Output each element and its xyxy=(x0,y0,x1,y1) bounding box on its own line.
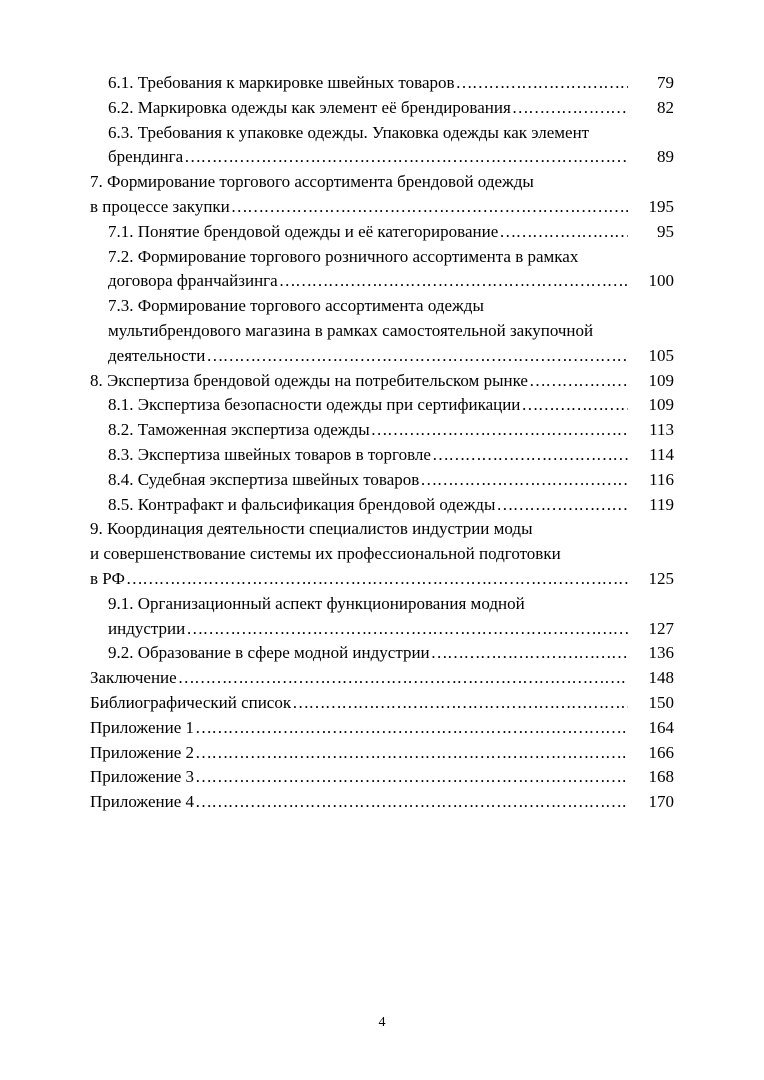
toc-entry xyxy=(90,393,674,418)
toc-entry-page: 95 xyxy=(657,221,674,241)
page-number: 4 xyxy=(378,1015,386,1030)
toc-entry-line xyxy=(90,468,674,493)
dot-leader xyxy=(499,220,628,245)
toc-entry-title: и совершенствование системы их профессиональной подготовки xyxy=(90,544,561,564)
toc-entry-line xyxy=(90,765,674,790)
toc-entry-title: 8.2. Таможенная экспертиза одежды xyxy=(108,420,370,440)
dot-leader xyxy=(432,443,628,468)
toc-entry-line xyxy=(90,617,674,642)
toc-entry-line xyxy=(90,790,674,815)
dot-leader xyxy=(371,418,628,443)
toc-entry-title: Приложение 2 xyxy=(90,742,194,762)
toc-entry-page: 89 xyxy=(657,147,674,167)
dot-leader xyxy=(521,393,628,418)
toc-entry xyxy=(90,220,674,245)
dot-leader xyxy=(126,567,628,592)
toc-entry-line xyxy=(90,344,674,369)
toc-entry-line xyxy=(90,493,674,518)
toc-entry-title: 8.3. Экспертиза швейных товаров в торговле xyxy=(108,444,431,464)
toc-entry xyxy=(90,294,674,368)
toc-entry-line xyxy=(90,269,674,294)
toc-entry-line xyxy=(90,641,674,666)
toc-entry-page: 116 xyxy=(649,469,674,489)
toc-entry xyxy=(90,96,674,121)
toc-entry-page: 170 xyxy=(648,792,674,812)
toc-entry-line xyxy=(90,369,674,394)
toc-entry-page: 105 xyxy=(648,345,674,365)
toc-entry-title: деятельности xyxy=(108,345,206,365)
toc-entry xyxy=(90,369,674,394)
toc-entry-title: 9.2. Образование в сфере модной индустрии xyxy=(108,643,430,663)
toc-entry-title: 8.5. Контрафакт и фальсификация брендовой одежды xyxy=(108,494,496,514)
toc-entry xyxy=(90,121,674,171)
toc-entry-title: 7.1. Понятие брендовой одежды и её категорирование xyxy=(108,221,499,241)
toc-entry-line xyxy=(90,393,674,418)
dot-leader xyxy=(512,96,628,121)
dot-leader xyxy=(529,369,628,394)
toc-entry xyxy=(90,493,674,518)
toc-entry-line xyxy=(90,666,674,691)
toc-entry-line xyxy=(90,96,674,121)
dot-leader xyxy=(178,666,628,691)
toc-entry-line xyxy=(90,592,674,617)
toc-entry-line xyxy=(90,121,674,146)
toc-entry-title: мультибрендового магазина в рамках самостоятельной закупочной xyxy=(108,320,594,340)
toc-entry-line xyxy=(90,294,674,319)
dot-leader xyxy=(431,641,628,666)
toc-entry xyxy=(90,741,674,766)
toc-entry xyxy=(90,443,674,468)
dot-leader xyxy=(279,269,628,294)
toc-entry xyxy=(90,790,674,815)
toc-entry-title: Приложение 1 xyxy=(90,717,194,737)
dot-leader xyxy=(195,741,628,766)
toc-entry-line xyxy=(90,418,674,443)
toc-entry-page: 113 xyxy=(649,420,674,440)
toc-entry-page: 166 xyxy=(648,742,674,762)
toc-entry-title: 8. Экспертиза брендовой одежды на потребительском рынке xyxy=(90,370,528,390)
toc-entry-line xyxy=(90,443,674,468)
toc-entry xyxy=(90,641,674,666)
toc-entry xyxy=(90,691,674,716)
toc-entry-line xyxy=(90,195,674,220)
toc-entry xyxy=(90,716,674,741)
toc-entry xyxy=(90,666,674,691)
toc-entry-title: 8.4. Судебная экспертиза швейных товаров xyxy=(108,469,420,489)
toc-entry-title: Приложение 4 xyxy=(90,792,194,812)
toc-entry-title: Заключение xyxy=(90,668,177,688)
toc-entry-page: 100 xyxy=(648,271,674,291)
toc-entry-line xyxy=(90,542,674,567)
toc-entry-title: Приложение 3 xyxy=(90,767,194,787)
dot-leader xyxy=(184,145,628,170)
toc-entry-page: 136 xyxy=(648,643,674,663)
toc-entry-title: 9. Координация деятельности специалистов индустрии моды xyxy=(90,519,533,539)
toc-entry-page: 82 xyxy=(657,97,674,117)
toc-entry xyxy=(90,517,674,591)
table-of-contents xyxy=(90,71,674,815)
toc-entry-title: Библиографический список xyxy=(90,692,292,712)
dot-leader xyxy=(195,765,628,790)
dot-leader xyxy=(195,716,628,741)
dot-leader xyxy=(186,617,628,642)
dot-leader xyxy=(456,71,628,96)
toc-entry-line xyxy=(90,319,674,344)
toc-entry xyxy=(90,245,674,295)
toc-entry-line xyxy=(90,517,674,542)
toc-entry-page: 164 xyxy=(648,717,674,737)
dot-leader xyxy=(195,790,628,815)
toc-entry-line xyxy=(90,145,674,170)
toc-entry-page: 125 xyxy=(648,568,674,588)
toc-entry-title: 6.2. Маркировка одежды как элемент её брендирования xyxy=(108,97,511,117)
toc-entry-title: 7. Формирование торгового ассортимента брендовой одежды xyxy=(90,172,534,192)
toc-entry-page: 148 xyxy=(648,668,674,688)
dot-leader xyxy=(496,493,628,518)
toc-entry-line xyxy=(90,245,674,270)
toc-entry-page: 127 xyxy=(648,618,674,638)
toc-entry-line xyxy=(90,716,674,741)
toc-entry-page: 109 xyxy=(648,370,674,390)
toc-entry-page: 150 xyxy=(648,692,674,712)
toc-entry-line xyxy=(90,71,674,96)
toc-entry-line xyxy=(90,170,674,195)
toc-entry xyxy=(90,592,674,642)
toc-entry-line xyxy=(90,691,674,716)
toc-entry-page: 114 xyxy=(649,444,674,464)
toc-entry-page: 168 xyxy=(648,767,674,787)
toc-entry-title: брендинга xyxy=(108,147,184,167)
toc-entry-title: 6.3. Требования к упаковке одежды. Упаковка одежды как элемент xyxy=(108,122,590,142)
toc-entry xyxy=(90,418,674,443)
toc-entry-title: договора франчайзинга xyxy=(108,271,278,291)
toc-entry-title: индустрии xyxy=(108,618,186,638)
toc-entry-page: 119 xyxy=(649,494,674,514)
toc-entry-page: 109 xyxy=(648,395,674,415)
toc-entry-line xyxy=(90,741,674,766)
toc-entry-line xyxy=(90,567,674,592)
dot-leader xyxy=(206,344,628,369)
toc-entry-title: 7.2. Формирование торгового розничного ассортимента в рамках xyxy=(108,246,579,266)
toc-entry-page: 79 xyxy=(657,73,674,92)
toc-entry xyxy=(90,468,674,493)
toc-entry-page: 195 xyxy=(648,196,674,216)
dot-leader xyxy=(231,195,628,220)
toc-entry-title: в процессе закупки xyxy=(90,196,230,216)
dot-leader xyxy=(420,468,628,493)
toc-entry xyxy=(90,170,674,220)
toc-entry-title: 6.1. Требования к маркировке швейных товаров xyxy=(108,73,455,92)
dot-leader xyxy=(292,691,628,716)
toc-entry-title: 9.1. Организационный аспект функционирования модной xyxy=(108,593,525,613)
toc-entry-line xyxy=(90,220,674,245)
toc-entry-title: 8.1. Экспертиза безопасности одежды при сертификации xyxy=(108,395,521,415)
toc-entry xyxy=(90,71,674,96)
toc-entry-title: 7.3. Формирование торгового ассортимента одежды xyxy=(108,296,484,316)
toc-entry-title: в РФ xyxy=(90,568,125,588)
toc-entry xyxy=(90,765,674,790)
